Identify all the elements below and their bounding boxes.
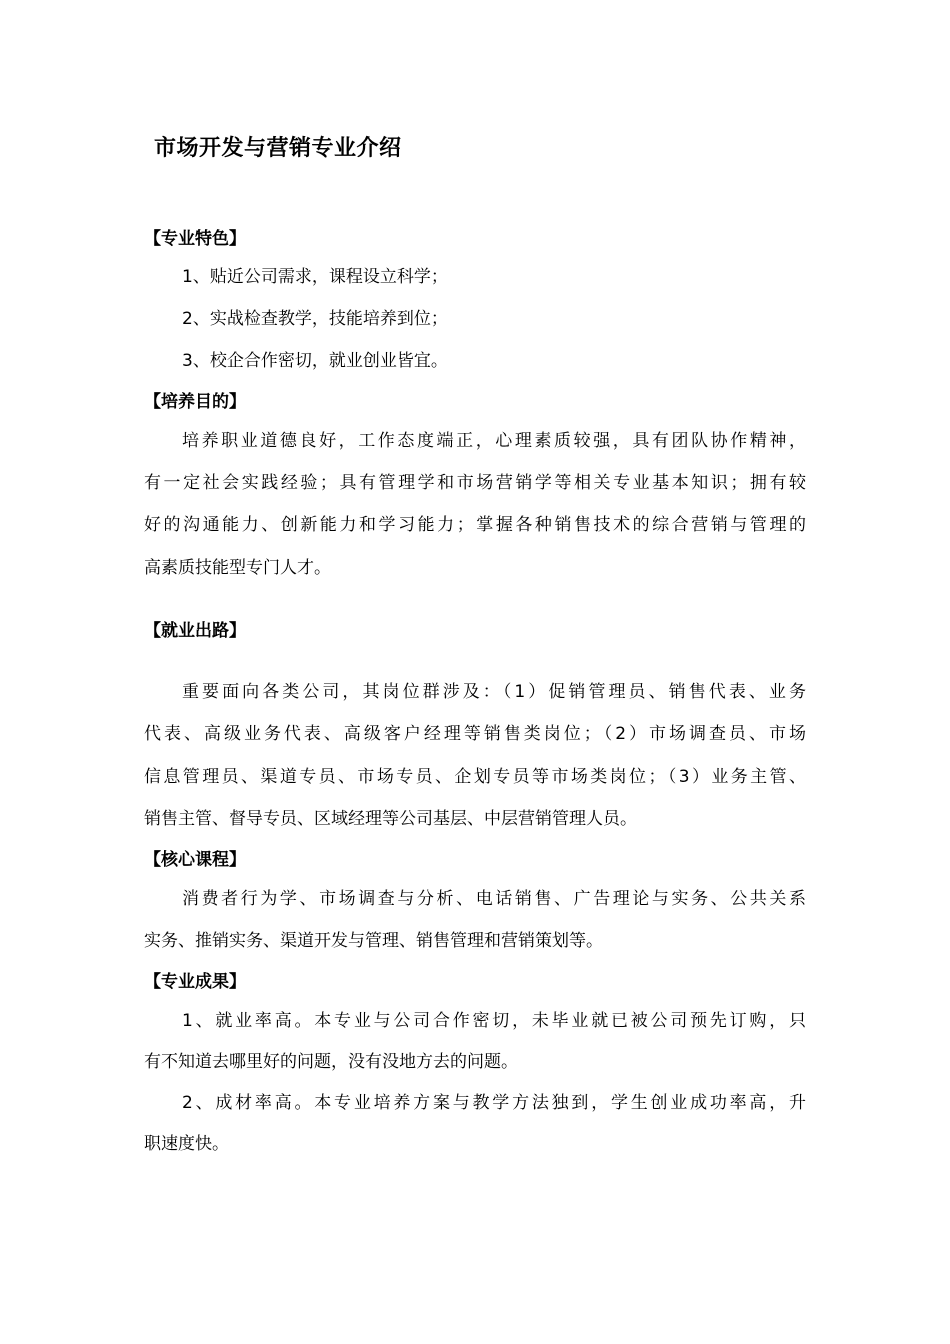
feature-item: 2、实战检查教学，技能培养到位； xyxy=(182,309,448,329)
paragraph-line: 有不知道去哪里好的问题，没有没地方去的问题。 xyxy=(144,1052,518,1072)
section-heading-careers: 【就业出路】 xyxy=(144,621,246,641)
paragraph-line: 1、就业率高。本专业与公司合作密切，未毕业就已被公司预先订购，只 xyxy=(182,1011,806,1031)
paragraph-line: 消费者行为学、市场调查与分析、电话销售、广告理论与实务、公共关系 xyxy=(182,889,806,909)
section-heading-courses: 【核心课程】 xyxy=(144,850,246,870)
paragraph-line: 2、成材率高。本专业培养方案与教学方法独到，学生创业成功率高，升 xyxy=(182,1093,806,1113)
paragraph-line: 有一定社会实践经验；具有管理学和市场营销学等相关专业基本知识；拥有较 xyxy=(144,473,806,493)
paragraph-line: 代表、高级业务代表、高级客户经理等销售类岗位；（2）市场调查员、市场 xyxy=(144,724,806,744)
section-heading-goals: 【培养目的】 xyxy=(144,392,246,412)
paragraph-line: 销售主管、督导专员、区域经理等公司基层、中层营销管理人员。 xyxy=(144,809,637,829)
paragraph-line: 职速度快。 xyxy=(144,1134,229,1154)
section-heading-features: 【专业特色】 xyxy=(144,229,246,249)
paragraph-line: 好的沟通能力、创新能力和学习能力；掌握各种销售技术的综合营销与管理的 xyxy=(144,515,806,535)
page-title: 市场开发与营销专业介绍 xyxy=(154,136,402,161)
paragraph-line: 高素质技能型专门人才。 xyxy=(144,558,331,578)
paragraph-line: 信息管理员、渠道专员、市场专员、企划专员等市场类岗位；（3）业务主管、 xyxy=(144,767,806,787)
paragraph-line: 实务、推销实务、渠道开发与管理、销售管理和营销策划等。 xyxy=(144,931,603,951)
feature-item: 3、校企合作密切，就业创业皆宜。 xyxy=(182,351,448,371)
section-heading-results: 【专业成果】 xyxy=(144,972,246,992)
paragraph-line: 重要面向各类公司，其岗位群涉及：（1）促销管理员、销售代表、业务 xyxy=(182,682,806,702)
paragraph-line: 培养职业道德良好，工作态度端正，心理素质较强，具有团队协作精神， xyxy=(182,431,806,451)
feature-item: 1、贴近公司需求，课程设立科学； xyxy=(182,267,448,287)
